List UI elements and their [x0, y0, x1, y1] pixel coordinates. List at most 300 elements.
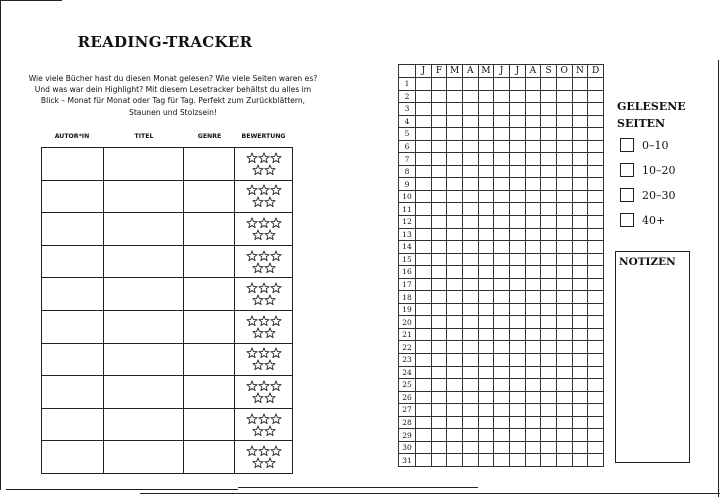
grid-cell[interactable] [431, 115, 447, 128]
grid-cell[interactable] [541, 115, 557, 128]
grid-cell[interactable] [462, 266, 478, 279]
grid-cell[interactable] [478, 316, 494, 329]
star-icon[interactable] [246, 152, 258, 164]
title-cell[interactable] [104, 245, 184, 278]
grid-cell[interactable] [572, 441, 588, 454]
grid-cell[interactable] [416, 90, 432, 103]
grid-cell[interactable] [541, 341, 557, 354]
star-icon[interactable] [246, 315, 258, 327]
title-cell[interactable] [104, 148, 184, 181]
star-icon[interactable] [270, 152, 282, 164]
star-icon[interactable] [252, 425, 264, 437]
genre-cell[interactable] [184, 376, 235, 409]
grid-cell[interactable] [447, 416, 463, 429]
grid-cell[interactable] [588, 404, 604, 417]
star-icon[interactable] [246, 413, 258, 425]
grid-cell[interactable] [541, 303, 557, 316]
grid-cell[interactable] [478, 354, 494, 367]
star-icon[interactable] [270, 445, 282, 457]
grid-cell[interactable] [541, 165, 557, 178]
grid-cell[interactable] [478, 228, 494, 241]
grid-cell[interactable] [478, 203, 494, 216]
star-icon[interactable] [264, 229, 276, 241]
grid-cell[interactable] [525, 291, 541, 304]
grid-cell[interactable] [431, 441, 447, 454]
grid-cell[interactable] [541, 128, 557, 141]
grid-cell[interactable] [478, 165, 494, 178]
grid-cell[interactable] [572, 429, 588, 442]
grid-cell[interactable] [447, 454, 463, 467]
rating-cell[interactable] [235, 180, 293, 213]
grid-cell[interactable] [494, 153, 510, 166]
star-icon[interactable] [252, 229, 264, 241]
grid-cell[interactable] [462, 128, 478, 141]
author-cell[interactable] [42, 213, 104, 246]
title-cell[interactable] [104, 376, 184, 409]
grid-cell[interactable] [416, 203, 432, 216]
grid-cell[interactable] [572, 216, 588, 229]
grid-cell[interactable] [494, 203, 510, 216]
grid-cell[interactable] [556, 78, 572, 91]
grid-cell[interactable] [478, 178, 494, 191]
grid-cell[interactable] [462, 190, 478, 203]
title-cell[interactable] [104, 310, 184, 343]
grid-cell[interactable] [494, 103, 510, 116]
grid-cell[interactable] [588, 303, 604, 316]
grid-cell[interactable] [494, 165, 510, 178]
grid-cell[interactable] [494, 278, 510, 291]
grid-cell[interactable] [447, 441, 463, 454]
grid-cell[interactable] [447, 203, 463, 216]
grid-cell[interactable] [556, 328, 572, 341]
grid-cell[interactable] [588, 216, 604, 229]
star-icon[interactable] [246, 347, 258, 359]
grid-cell[interactable] [478, 78, 494, 91]
grid-cell[interactable] [572, 178, 588, 191]
star-icon[interactable] [258, 413, 270, 425]
grid-cell[interactable] [494, 190, 510, 203]
grid-cell[interactable] [447, 379, 463, 392]
grid-cell[interactable] [541, 153, 557, 166]
grid-cell[interactable] [416, 178, 432, 191]
grid-cell[interactable] [525, 178, 541, 191]
grid-cell[interactable] [462, 379, 478, 392]
grid-cell[interactable] [431, 178, 447, 191]
grid-cell[interactable] [541, 391, 557, 404]
star-icon[interactable] [246, 217, 258, 229]
grid-cell[interactable] [462, 429, 478, 442]
grid-cell[interactable] [588, 341, 604, 354]
grid-cell[interactable] [572, 391, 588, 404]
notes-box[interactable] [615, 251, 690, 463]
grid-cell[interactable] [509, 341, 525, 354]
grid-cell[interactable] [494, 354, 510, 367]
grid-cell[interactable] [556, 178, 572, 191]
grid-cell[interactable] [494, 391, 510, 404]
grid-cell[interactable] [447, 216, 463, 229]
grid-cell[interactable] [509, 379, 525, 392]
grid-cell[interactable] [541, 354, 557, 367]
grid-cell[interactable] [556, 228, 572, 241]
grid-cell[interactable] [478, 253, 494, 266]
grid-cell[interactable] [556, 216, 572, 229]
grid-cell[interactable] [494, 429, 510, 442]
grid-cell[interactable] [462, 354, 478, 367]
grid-cell[interactable] [525, 128, 541, 141]
author-cell[interactable] [42, 343, 104, 376]
grid-cell[interactable] [572, 78, 588, 91]
grid-cell[interactable] [525, 441, 541, 454]
grid-cell[interactable] [588, 291, 604, 304]
grid-cell[interactable] [556, 90, 572, 103]
grid-cell[interactable] [447, 266, 463, 279]
grid-cell[interactable] [556, 379, 572, 392]
grid-cell[interactable] [509, 165, 525, 178]
grid-cell[interactable] [447, 165, 463, 178]
grid-cell[interactable] [416, 429, 432, 442]
grid-cell[interactable] [478, 266, 494, 279]
grid-cell[interactable] [478, 328, 494, 341]
grid-cell[interactable] [541, 228, 557, 241]
grid-cell[interactable] [462, 391, 478, 404]
author-cell[interactable] [42, 376, 104, 409]
grid-cell[interactable] [588, 454, 604, 467]
legend-checkbox[interactable] [620, 138, 634, 152]
grid-cell[interactable] [509, 316, 525, 329]
author-cell[interactable] [42, 148, 104, 181]
grid-cell[interactable] [494, 291, 510, 304]
grid-cell[interactable] [509, 328, 525, 341]
grid-cell[interactable] [525, 78, 541, 91]
grid-cell[interactable] [509, 291, 525, 304]
author-cell[interactable] [42, 310, 104, 343]
grid-cell[interactable] [509, 266, 525, 279]
grid-cell[interactable] [525, 316, 541, 329]
grid-cell[interactable] [541, 253, 557, 266]
grid-cell[interactable] [525, 115, 541, 128]
grid-cell[interactable] [572, 341, 588, 354]
grid-cell[interactable] [416, 140, 432, 153]
grid-cell[interactable] [588, 178, 604, 191]
grid-cell[interactable] [509, 441, 525, 454]
grid-cell[interactable] [462, 228, 478, 241]
grid-cell[interactable] [416, 441, 432, 454]
author-cell[interactable] [42, 180, 104, 213]
legend-item-20-30[interactable] [620, 188, 676, 202]
grid-cell[interactable] [431, 341, 447, 354]
genre-cell[interactable] [184, 343, 235, 376]
grid-cell[interactable] [509, 253, 525, 266]
grid-cell[interactable] [572, 366, 588, 379]
grid-cell[interactable] [447, 115, 463, 128]
grid-cell[interactable] [509, 228, 525, 241]
legend-checkbox[interactable] [620, 213, 634, 227]
grid-cell[interactable] [588, 316, 604, 329]
grid-cell[interactable] [494, 379, 510, 392]
grid-cell[interactable] [556, 441, 572, 454]
grid-cell[interactable] [494, 316, 510, 329]
grid-cell[interactable] [509, 90, 525, 103]
grid-cell[interactable] [556, 140, 572, 153]
grid-cell[interactable] [494, 366, 510, 379]
grid-cell[interactable] [525, 190, 541, 203]
rating-cell[interactable] [235, 441, 293, 474]
legend-item-10-20[interactable] [620, 163, 676, 177]
grid-cell[interactable] [509, 404, 525, 417]
grid-cell[interactable] [431, 278, 447, 291]
grid-cell[interactable] [556, 266, 572, 279]
grid-cell[interactable] [556, 253, 572, 266]
grid-cell[interactable] [588, 253, 604, 266]
grid-cell[interactable] [525, 253, 541, 266]
star-icon[interactable] [264, 294, 276, 306]
grid-cell[interactable] [431, 190, 447, 203]
grid-cell[interactable] [525, 165, 541, 178]
rating-stars[interactable] [235, 347, 292, 371]
author-cell[interactable] [42, 408, 104, 441]
grid-cell[interactable] [509, 354, 525, 367]
grid-cell[interactable] [478, 404, 494, 417]
grid-cell[interactable] [588, 190, 604, 203]
grid-cell[interactable] [588, 441, 604, 454]
star-icon[interactable] [264, 327, 276, 339]
grid-cell[interactable] [431, 429, 447, 442]
grid-cell[interactable] [541, 78, 557, 91]
grid-cell[interactable] [431, 203, 447, 216]
grid-cell[interactable] [572, 416, 588, 429]
grid-cell[interactable] [525, 203, 541, 216]
grid-cell[interactable] [462, 216, 478, 229]
star-icon[interactable] [252, 359, 264, 371]
grid-cell[interactable] [447, 354, 463, 367]
genre-cell[interactable] [184, 148, 235, 181]
star-icon[interactable] [258, 315, 270, 327]
legend-checkbox[interactable] [620, 163, 634, 177]
grid-cell[interactable] [572, 303, 588, 316]
grid-cell[interactable] [462, 454, 478, 467]
grid-cell[interactable] [462, 416, 478, 429]
grid-cell[interactable] [478, 241, 494, 254]
grid-cell[interactable] [588, 266, 604, 279]
grid-cell[interactable] [588, 429, 604, 442]
genre-cell[interactable] [184, 278, 235, 311]
grid-cell[interactable] [525, 416, 541, 429]
rating-stars[interactable] [235, 217, 292, 241]
grid-cell[interactable] [431, 78, 447, 91]
star-icon[interactable] [270, 282, 282, 294]
grid-cell[interactable] [588, 153, 604, 166]
grid-cell[interactable] [478, 391, 494, 404]
grid-cell[interactable] [572, 103, 588, 116]
grid-cell[interactable] [462, 90, 478, 103]
grid-cell[interactable] [588, 241, 604, 254]
grid-cell[interactable] [431, 303, 447, 316]
grid-cell[interactable] [494, 404, 510, 417]
grid-cell[interactable] [525, 379, 541, 392]
grid-cell[interactable] [588, 115, 604, 128]
grid-cell[interactable] [478, 128, 494, 141]
rating-cell[interactable] [235, 310, 293, 343]
star-icon[interactable] [252, 164, 264, 176]
grid-cell[interactable] [525, 103, 541, 116]
star-icon[interactable] [264, 392, 276, 404]
grid-cell[interactable] [462, 103, 478, 116]
grid-cell[interactable] [541, 140, 557, 153]
grid-cell[interactable] [572, 354, 588, 367]
grid-cell[interactable] [416, 190, 432, 203]
grid-cell[interactable] [478, 278, 494, 291]
grid-cell[interactable] [447, 128, 463, 141]
grid-cell[interactable] [431, 266, 447, 279]
grid-cell[interactable] [588, 165, 604, 178]
grid-cell[interactable] [494, 341, 510, 354]
grid-cell[interactable] [494, 216, 510, 229]
grid-cell[interactable] [447, 103, 463, 116]
rating-cell[interactable] [235, 213, 293, 246]
grid-cell[interactable] [572, 404, 588, 417]
grid-cell[interactable] [494, 78, 510, 91]
grid-cell[interactable] [525, 140, 541, 153]
grid-cell[interactable] [494, 140, 510, 153]
grid-cell[interactable] [416, 228, 432, 241]
grid-cell[interactable] [556, 391, 572, 404]
grid-cell[interactable] [494, 90, 510, 103]
grid-cell[interactable] [462, 178, 478, 191]
grid-cell[interactable] [525, 153, 541, 166]
grid-cell[interactable] [431, 140, 447, 153]
grid-cell[interactable] [416, 266, 432, 279]
grid-cell[interactable] [556, 128, 572, 141]
grid-cell[interactable] [556, 354, 572, 367]
grid-cell[interactable] [416, 115, 432, 128]
grid-cell[interactable] [447, 429, 463, 442]
grid-cell[interactable] [447, 404, 463, 417]
grid-cell[interactable] [556, 278, 572, 291]
grid-cell[interactable] [572, 153, 588, 166]
grid-cell[interactable] [588, 78, 604, 91]
star-icon[interactable] [270, 250, 282, 262]
grid-cell[interactable] [588, 354, 604, 367]
rating-cell[interactable] [235, 245, 293, 278]
grid-cell[interactable] [416, 128, 432, 141]
grid-cell[interactable] [572, 266, 588, 279]
title-cell[interactable] [104, 441, 184, 474]
grid-cell[interactable] [572, 190, 588, 203]
grid-cell[interactable] [431, 316, 447, 329]
grid-cell[interactable] [462, 441, 478, 454]
grid-cell[interactable] [509, 454, 525, 467]
star-icon[interactable] [270, 315, 282, 327]
star-icon[interactable] [252, 262, 264, 274]
grid-cell[interactable] [478, 303, 494, 316]
grid-cell[interactable] [478, 366, 494, 379]
grid-cell[interactable] [462, 303, 478, 316]
author-cell[interactable] [42, 278, 104, 311]
grid-cell[interactable] [431, 228, 447, 241]
star-icon[interactable] [246, 282, 258, 294]
grid-cell[interactable] [462, 140, 478, 153]
grid-cell[interactable] [556, 303, 572, 316]
rating-stars[interactable] [235, 445, 292, 469]
grid-cell[interactable] [525, 216, 541, 229]
author-cell[interactable] [42, 441, 104, 474]
grid-cell[interactable] [447, 341, 463, 354]
grid-cell[interactable] [478, 379, 494, 392]
grid-cell[interactable] [416, 354, 432, 367]
grid-cell[interactable] [416, 303, 432, 316]
grid-cell[interactable] [572, 278, 588, 291]
grid-cell[interactable] [431, 216, 447, 229]
grid-cell[interactable] [588, 140, 604, 153]
grid-cell[interactable] [525, 391, 541, 404]
grid-cell[interactable] [556, 316, 572, 329]
grid-cell[interactable] [509, 278, 525, 291]
grid-cell[interactable] [588, 203, 604, 216]
star-icon[interactable] [270, 217, 282, 229]
grid-cell[interactable] [447, 316, 463, 329]
grid-cell[interactable] [416, 216, 432, 229]
grid-cell[interactable] [588, 128, 604, 141]
grid-cell[interactable] [447, 190, 463, 203]
grid-cell[interactable] [478, 216, 494, 229]
star-icon[interactable] [246, 380, 258, 392]
grid-cell[interactable] [462, 341, 478, 354]
genre-cell[interactable] [184, 180, 235, 213]
grid-cell[interactable] [556, 165, 572, 178]
grid-cell[interactable] [541, 90, 557, 103]
rating-cell[interactable] [235, 408, 293, 441]
grid-cell[interactable] [588, 90, 604, 103]
grid-cell[interactable] [525, 366, 541, 379]
star-icon[interactable] [264, 164, 276, 176]
grid-cell[interactable] [416, 379, 432, 392]
grid-cell[interactable] [478, 341, 494, 354]
star-icon[interactable] [252, 392, 264, 404]
grid-cell[interactable] [494, 441, 510, 454]
grid-cell[interactable] [431, 391, 447, 404]
grid-cell[interactable] [447, 90, 463, 103]
grid-cell[interactable] [447, 391, 463, 404]
genre-cell[interactable] [184, 245, 235, 278]
grid-cell[interactable] [541, 216, 557, 229]
legend-item-0-10[interactable] [620, 138, 669, 152]
star-icon[interactable] [252, 457, 264, 469]
grid-cell[interactable] [541, 291, 557, 304]
author-cell[interactable] [42, 245, 104, 278]
grid-cell[interactable] [494, 266, 510, 279]
grid-cell[interactable] [572, 454, 588, 467]
grid-cell[interactable] [572, 253, 588, 266]
grid-cell[interactable] [588, 379, 604, 392]
grid-cell[interactable] [447, 328, 463, 341]
grid-cell[interactable] [556, 153, 572, 166]
grid-cell[interactable] [541, 103, 557, 116]
grid-cell[interactable] [462, 241, 478, 254]
grid-cell[interactable] [494, 328, 510, 341]
grid-cell[interactable] [416, 253, 432, 266]
grid-cell[interactable] [541, 454, 557, 467]
grid-cell[interactable] [588, 366, 604, 379]
grid-cell[interactable] [416, 341, 432, 354]
grid-cell[interactable] [541, 366, 557, 379]
star-icon[interactable] [252, 196, 264, 208]
grid-cell[interactable] [572, 128, 588, 141]
grid-cell[interactable] [556, 115, 572, 128]
grid-cell[interactable] [541, 266, 557, 279]
grid-cell[interactable] [462, 115, 478, 128]
star-icon[interactable] [264, 196, 276, 208]
grid-cell[interactable] [509, 190, 525, 203]
